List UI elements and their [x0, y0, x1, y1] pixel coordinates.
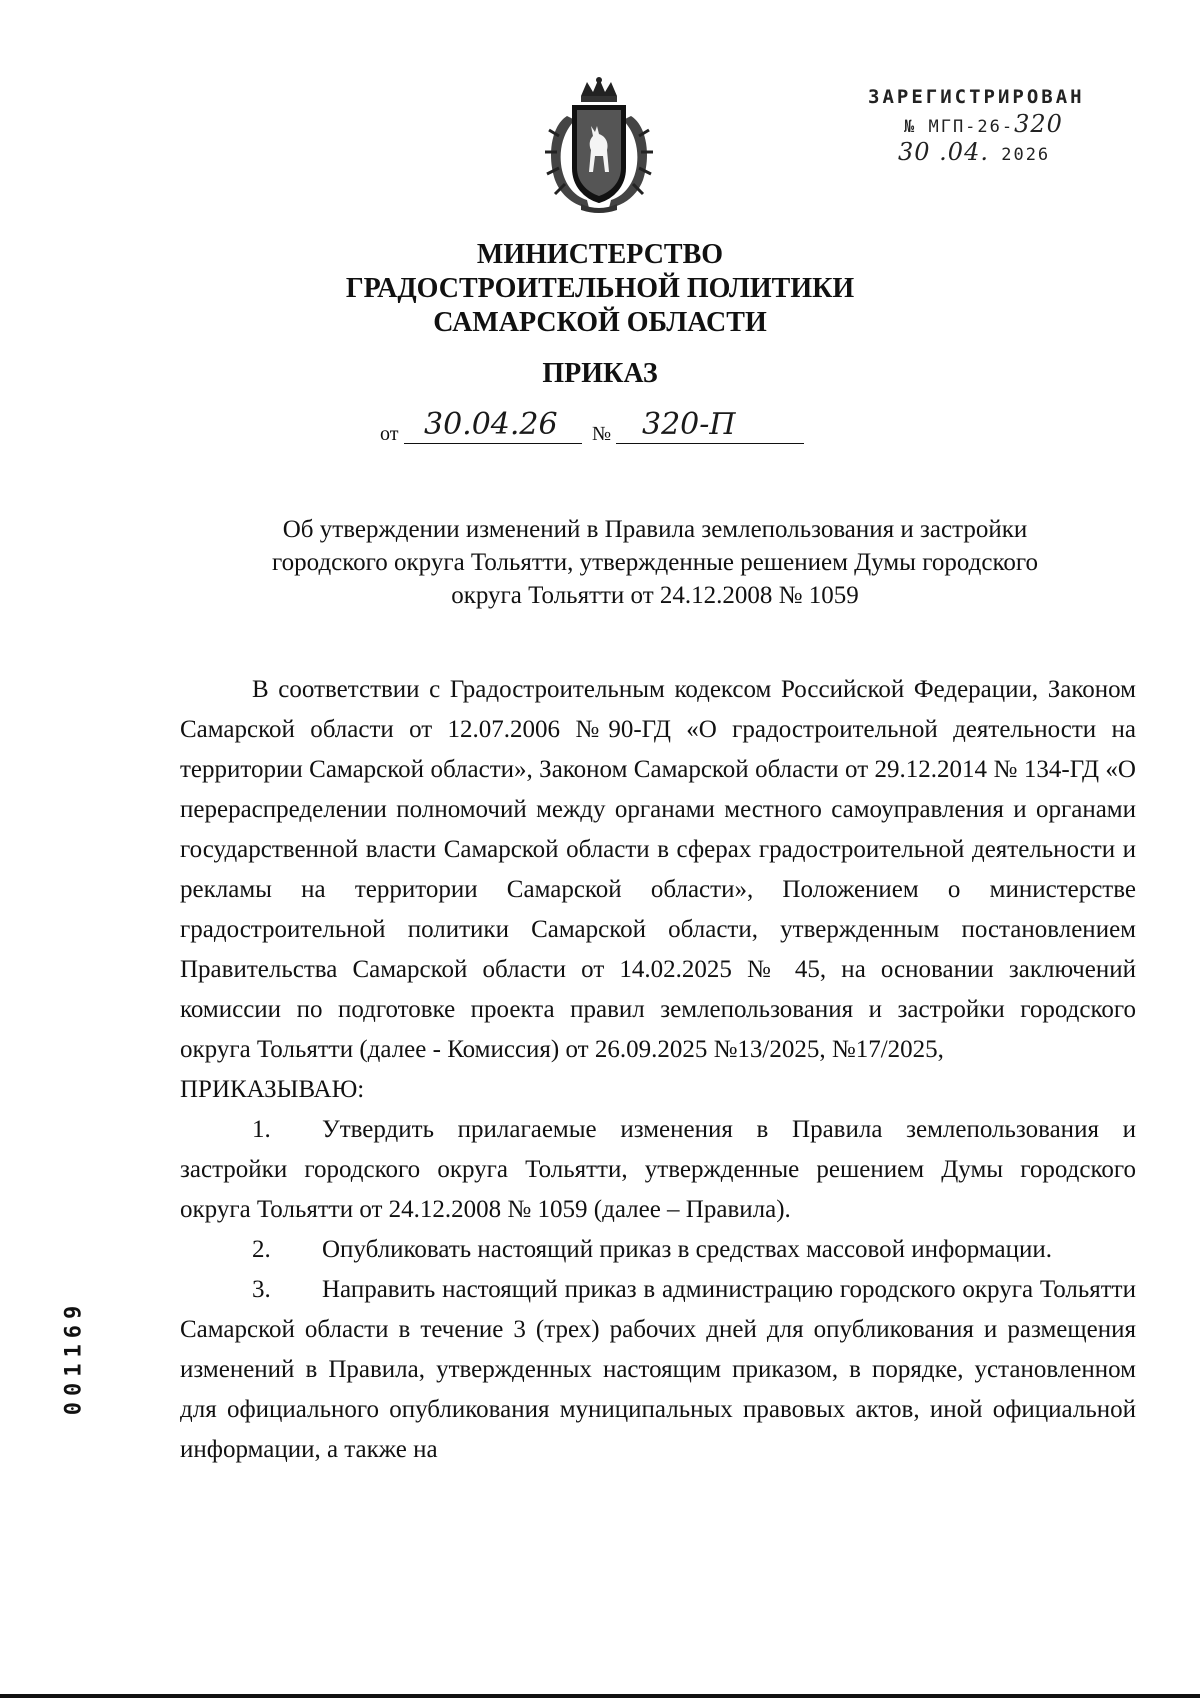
- number-value: 320-П: [642, 407, 736, 442]
- number-label: №: [592, 423, 612, 445]
- order-body: [180, 670, 1136, 1470]
- scan-bottom-edge: [0, 1694, 1200, 1698]
- ministry-line-3: САМАРСКОЙ ОБЛАСТИ: [433, 307, 767, 338]
- item-1-number: 1.: [252, 1116, 271, 1143]
- stamp-date: [868, 138, 1098, 166]
- subject-line-1: Об утверждении изменений в Правила землепользования и застройки: [282, 516, 1028, 543]
- subject-line-2: городского округа Тольятти, утвержденные решением Думы городского: [272, 549, 1038, 576]
- order-subject: [190, 513, 1120, 612]
- item-2-text: Опубликовать настоящий приказ в средствах массовой информации.: [322, 1236, 1053, 1263]
- order-item-2: [180, 1230, 1136, 1270]
- item-3-number: 3.: [252, 1276, 271, 1303]
- stamp-date-handwritten: 30 .04.: [898, 138, 989, 166]
- registration-stamp: [868, 86, 1098, 166]
- order-word: ПРИКАЗЫВАЮ:: [180, 1076, 365, 1103]
- samara-coat-of-arms-icon: [537, 76, 661, 214]
- order-date-number: [380, 407, 840, 452]
- order-item-3: [180, 1270, 1136, 1470]
- item-1-text: Утвердить прилагаемые изменения в Правила землепользования и застройки городского округа Тольятти, утвержденные решением Думы городского округа Тольятти от 24.12.2008 № 1059 (далее – Правила).: [180, 1116, 1136, 1223]
- subject-line-3: округа Тольятти от 24.12.2008 № 1059: [451, 582, 859, 609]
- stamp-title: ЗАРЕГИСТРИРОВАН: [868, 86, 1085, 108]
- item-3-text: Направить настоящий приказ в администрацию городского округа Тольятти Самарской области в течение 3 (трех) рабочих дней для опубликования и размещения изменений в Правила, утвержденных настоящим приказом, в порядке, установленном для официального опубликования муниципальных правовых актов, иной официальной информации, а также на: [180, 1276, 1136, 1463]
- ministry-line-1: МИНИСТЕРСТВО: [476, 239, 724, 270]
- serial-number: [54, 1290, 94, 1430]
- date-value: 30.04.26: [424, 407, 558, 442]
- order-item-1: [180, 1110, 1136, 1230]
- stamp-number: [868, 110, 1098, 138]
- serial-number-text: 001169: [61, 1299, 87, 1416]
- stamp-date-year: 2026: [1001, 145, 1051, 165]
- preamble-paragraph: В соответствии с Градостроительным кодексом Российской Федерации, Законом Самарской области от 12.07.2006 №90-ГД «О градостроительной деятельности на территории Самарской области», Законом Самарской области от 29.12.2014 № 134-ГД «О перераспределении полномочий между органами местного самоуправления и органами государственной власти Самарской области в сферах градостроительной деятельности и рекламы на территории Самарской области», Положением о министерстве градостроительной политики Самарской области, утвержденным постановлением Правительства Самарской области от 14.02.2025 № 45, на основании заключений комиссии по подготовке проекта правил землепользования и застройки городского округа Тольятти (далее - Комиссия) от 26.09.2025 №13/2025, №17/2025,: [180, 676, 1136, 1063]
- ministry-name: [300, 238, 900, 340]
- date-label: от: [380, 423, 399, 445]
- stamp-number-handwritten: 320: [1014, 110, 1063, 138]
- stamp-number-prefix: № МГП-26-: [904, 117, 1015, 137]
- item-2-number: 2.: [252, 1236, 271, 1263]
- ministry-line-2: ГРАДОСТРОИТЕЛЬНОЙ ПОЛИТИКИ: [345, 273, 855, 304]
- document-type: ПРИКАЗ: [542, 358, 658, 389]
